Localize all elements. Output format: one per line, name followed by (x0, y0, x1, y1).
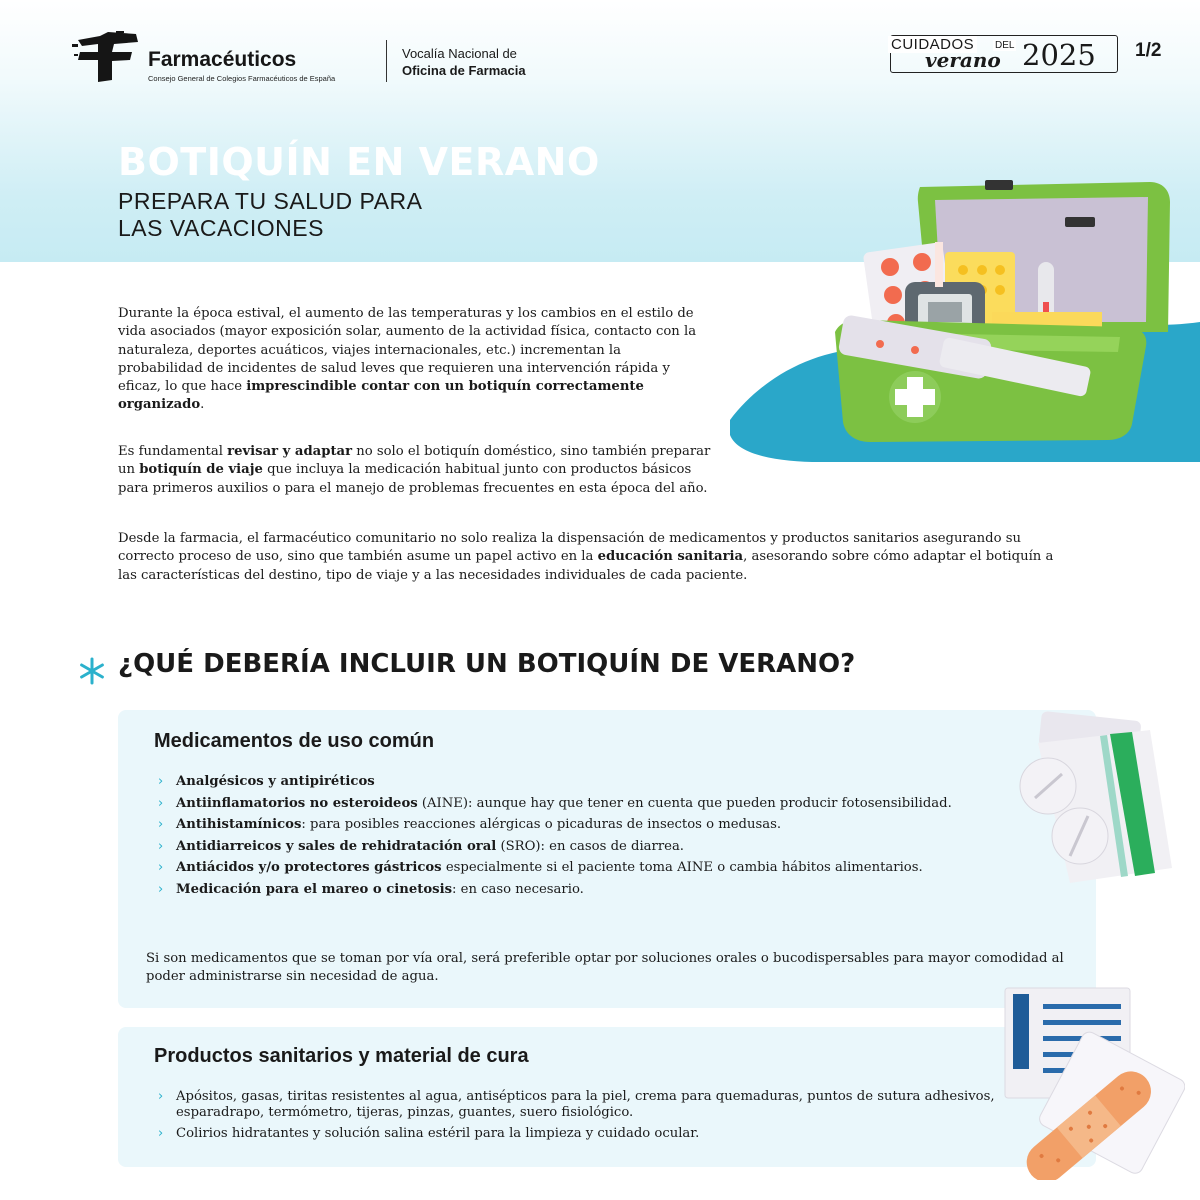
chevron-right-icon: › (158, 860, 164, 875)
item-bold: Medicación para el mareo o cinetosis (176, 881, 453, 897)
farmaceuticos-logo-icon (72, 30, 142, 84)
vocalia-line-2: Oficina de Farmacia (402, 63, 526, 78)
item-bold: Antiinflamatorios no esteroideos (176, 795, 418, 811)
list-item (156, 817, 1036, 833)
chevron-right-icon: › (158, 774, 164, 789)
list-item (156, 839, 1036, 855)
vocalia-line-1: Vocalía Nacional de (402, 46, 517, 61)
intro-p1-bold: imprescindible contar con un botiquín correctamente organizado (118, 379, 644, 413)
intro-p3-a: Desde la farmacia, el farmacéutico comunitario no solo realiza la dispensación de medicamentos y productos sanitarios asegurando su correcto proceso de uso, sino que también asume un papel activo en la (118, 531, 1021, 565)
item-text: Apósitos, gasas, tiritas resistentes al agua, antisépticos para la piel, crema para quemaduras, puntos de sutura adhesivos, esparadrapo, termómetro, tijeras, pinzas, guantes, suero fisiológico. (176, 1089, 995, 1120)
badge-year: 2025 (1022, 38, 1096, 72)
productos-list (156, 1089, 1046, 1148)
list-item (156, 1089, 1046, 1120)
page-subtitle (118, 188, 422, 242)
chevron-right-icon: › (158, 1089, 164, 1104)
medicamentos-heading: Medicamentos de uso común (154, 730, 435, 752)
list-item (156, 1126, 1046, 1142)
brand-subtitle: Consejo General de Colegios Farmacéuticos de España (148, 74, 336, 83)
chevron-right-icon: › (158, 838, 164, 854)
item-text: : en caso necesario. (452, 881, 584, 897)
item-text: Colirios hidratantes y solución salina estéril para la limpieza y cuidado ocular. (176, 1126, 700, 1141)
item-text: especialmente si el paciente toma AINE o cambia hábitos alimentarios. (441, 860, 923, 875)
chevron-right-icon: › (158, 1126, 164, 1141)
item-text: : para posibles reacciones alérgicas o picaduras de insectos o medusas. (301, 817, 782, 832)
item-bold: Antidiarreicos y sales de rehidratación oral (176, 838, 497, 854)
item-bold: Antiácidos y/o protectores gástricos (176, 860, 442, 875)
bandage-document-illustration (995, 980, 1185, 1180)
page-number: 1/2 (1135, 40, 1162, 61)
intro-p1-text: Durante la época estival, el aumento de las temperaturas y los cambios en el estilo de vida asociados (mayor exposición solar, aumento de la actividad física, contacto con la naturaleza, deportes acuáticos, viajes internacionales, etc.) incrementan la probabilidad de incidentes de salud leves que requieren una intervención rápida y eficaz, lo que hace (118, 306, 697, 395)
pills-box-illustration (1010, 708, 1180, 883)
list-item (156, 860, 1036, 876)
page-title: BOTIQUÍN EN VERANO (118, 140, 600, 184)
item-text: (AINE): aunque hay que tener en cuenta que pueden producir fotosensibilidad. (417, 795, 952, 811)
brand-name: Farmacéuticos (148, 48, 297, 71)
intro-p2-bold-2: botiquín de viaje (139, 462, 263, 478)
intro-p2-c: que incluya la medicación habitual junto con productos básicos para primeros auxilios o para el manejo de problemas frecuentes en esta época del año. (118, 462, 708, 496)
badge-cuidados: CUIDADOS (888, 36, 977, 53)
intro-p3-bold: educación sanitaria (597, 549, 744, 565)
medicamentos-card (118, 710, 1096, 1008)
intro-paragraph-2 (118, 443, 718, 498)
productos-heading: Productos sanitarios y material de cura (154, 1045, 529, 1067)
intro-paragraph-3 (118, 530, 1058, 585)
intro-p1-end: . (200, 397, 205, 413)
badge-verano: verano (925, 48, 1001, 72)
header-divider (386, 40, 387, 82)
asterisk-icon (77, 656, 107, 686)
chevron-right-icon: › (158, 795, 164, 811)
productos-card (118, 1027, 1096, 1167)
intro-paragraph-1 (118, 305, 708, 415)
intro-p2-a: Es fundamental (118, 444, 228, 459)
item-bold: Analgésicos y antipiréticos (176, 774, 375, 789)
subtitle-line-2: LAS VACACIONES (118, 215, 324, 241)
medicamentos-note: Si son medicamentos que se toman por vía oral, será preferible optar por soluciones orales o bucodispersables para mayor comodidad al poder administrarse sin necesidad de agua. (146, 951, 1064, 984)
list-item (156, 774, 1036, 790)
list-item (156, 882, 1036, 898)
first-aid-kit-illustration (730, 162, 1200, 462)
list-item (156, 796, 1036, 812)
item-text: (SRO): en casos de diarrea. (496, 838, 685, 854)
item-bold: Antihistamínicos (176, 817, 302, 832)
badge-del: DEL (995, 40, 1015, 51)
chevron-right-icon: › (158, 817, 164, 832)
section-title: ¿QUÉ DEBERÍA INCLUIR UN BOTIQUÍN DE VERANO? (118, 649, 856, 679)
chevron-right-icon: › (158, 881, 164, 897)
intro-p2-bold-1: revisar y adaptar (227, 444, 353, 459)
medicamentos-list (156, 774, 1036, 903)
intro-p3-b: , asesorando sobre cómo adaptar el botiquín a las características del destino, tipo de viaje y a las necesidades individuales de cada paciente. (118, 549, 1054, 583)
subtitle-line-1: PREPARA TU SALUD PARA (118, 188, 423, 214)
intro-p2-b: no solo el botiquín doméstico, sino también preparar un (118, 444, 711, 478)
